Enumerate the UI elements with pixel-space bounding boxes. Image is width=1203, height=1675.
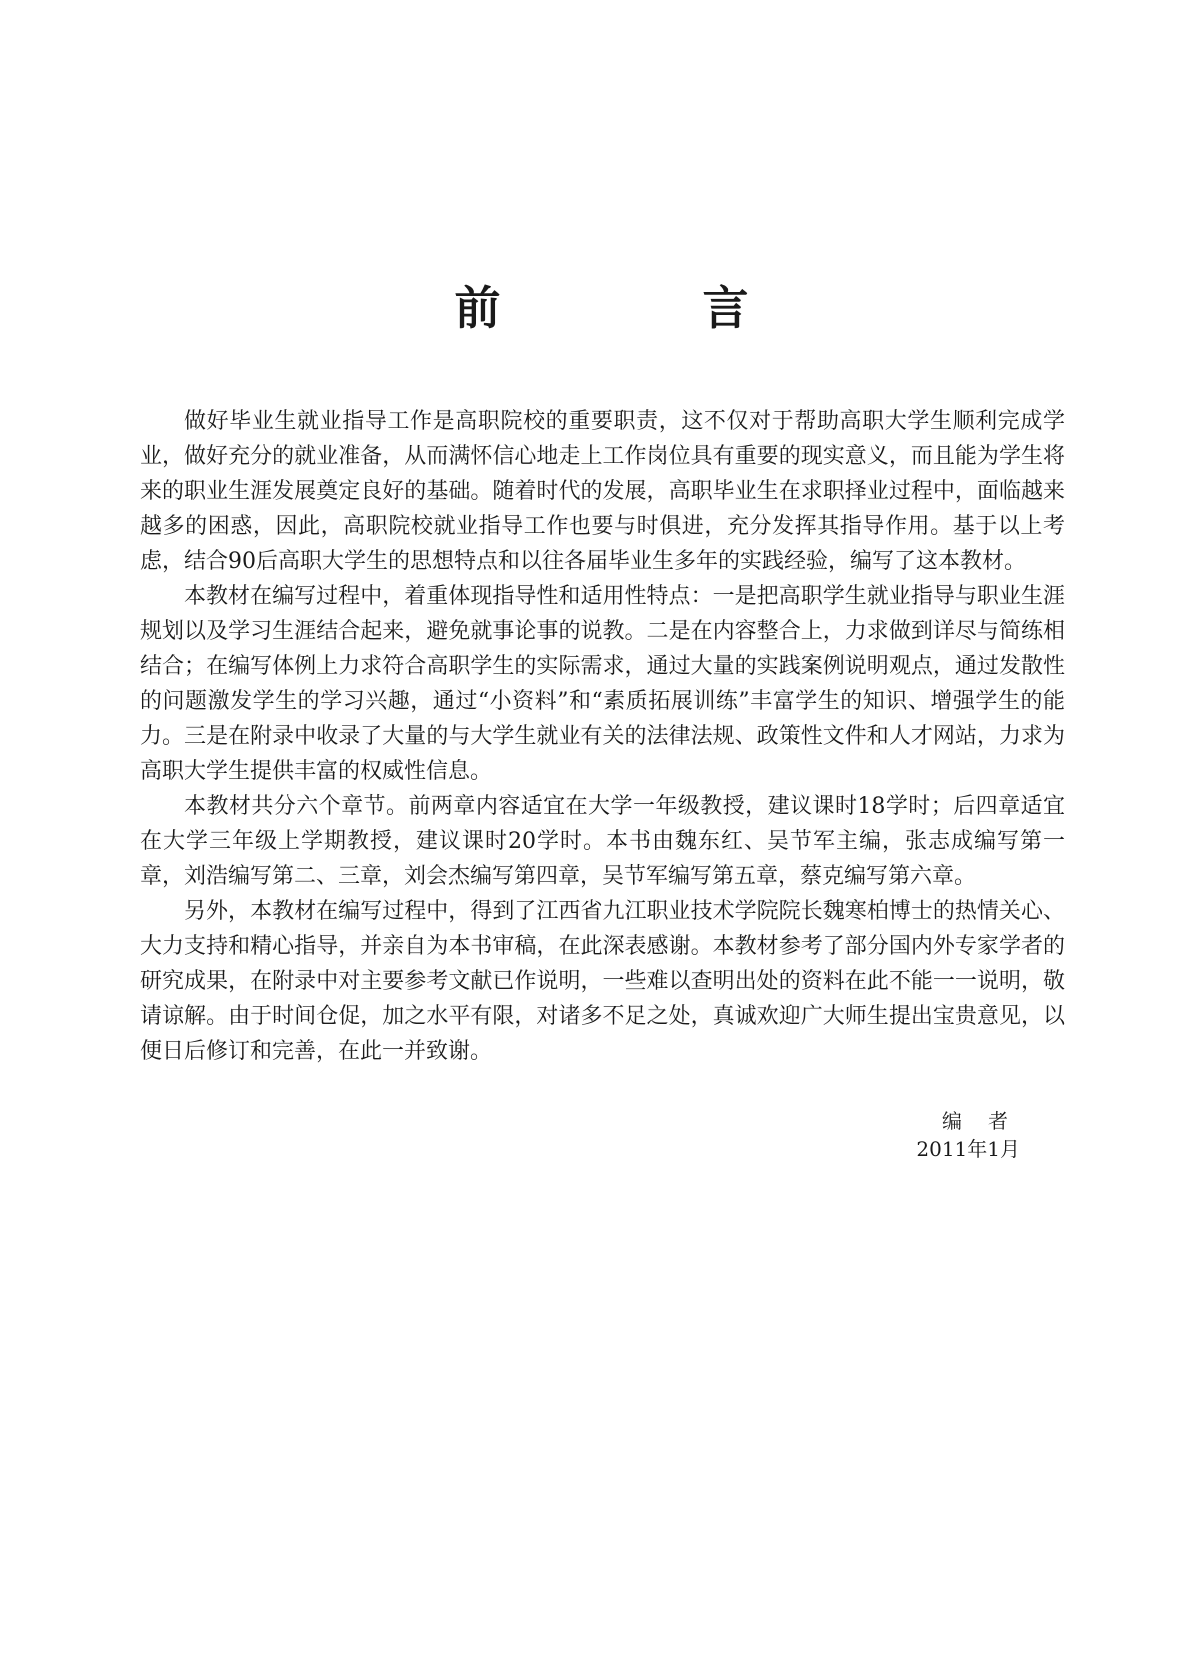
signature-block: [900, 1107, 1080, 1163]
author-signature: 编者: [942, 1109, 1034, 1133]
signature-date: 2011年1月: [916, 1137, 1020, 1161]
page-title: 前 言: [454, 281, 827, 335]
paragraph-2: 本教材在编写过程中，着重体现指导性和适用性特点：一是把高职学生就业指导与职业生涯规划以及学习生涯结合起来，避免就事论事的说教。二是在内容整合上，力求做到详尽与简练相结合；在编写体例上力求符合高职学生的实际需求，通过大量的实践案例说明观点，通过发散性的问题激发学生的学习兴趣，通过“小资料”和“素质拓展训练”丰富学生的知识、增强学生的能力。三是在附录中收录了大量的与大学生就业有关的法律法规、政策性文件和人才网站，力求为高职大学生提供丰富的权威性信息。: [140, 584, 1065, 784]
preface-body: [140, 404, 1065, 1069]
paragraph-4: 另外，本教材在编写过程中，得到了江西省九江职业技术学院院长魏寒柏博士的热情关心、大力支持和精心指导，并亲自为本书审稿，在此深表感谢。本教材参考了部分国内外专家学者的研究成果，在附录中对主要参考文献已作说明，一些难以查明出处的资料在此不能一一说明，敬请谅解。由于时间仓促，加之水平有限，对诸多不足之处，真诚欢迎广大师生提出宝贵意见，以便日后修订和完善，在此一并致谢。: [140, 899, 1065, 1064]
paragraph-1: 做好毕业生就业指导工作是高职院校的重要职责，这不仅对于帮助高职大学生顺利完成学业，做好充分的就业准备，从而满怀信心地走上工作岗位具有重要的现实意义，而且能为学生将来的职业生涯发展奠定良好的基础。随着时代的发展，高职毕业生在求职择业过程中，面临越来越多的困惑，因此，高职院校就业指导工作也要与时俱进，充分发挥其指导作用。基于以上考虑，结合90后高职大学生的思想特点和以往各届毕业生多年的实践经验，编写了这本教材。: [140, 409, 1065, 574]
paragraph-3: 本教材共分六个章节。前两章内容适宜在大学一年级教授，建议课时18学时；后四章适宜在大学三年级上学期教授，建议课时20学时。本书由魏东红、吴节军主编，张志成编写第一章，刘浩编写第二、三章，刘会杰编写第四章，吴节军编写第五章，蔡克编写第六章。: [140, 794, 1065, 889]
